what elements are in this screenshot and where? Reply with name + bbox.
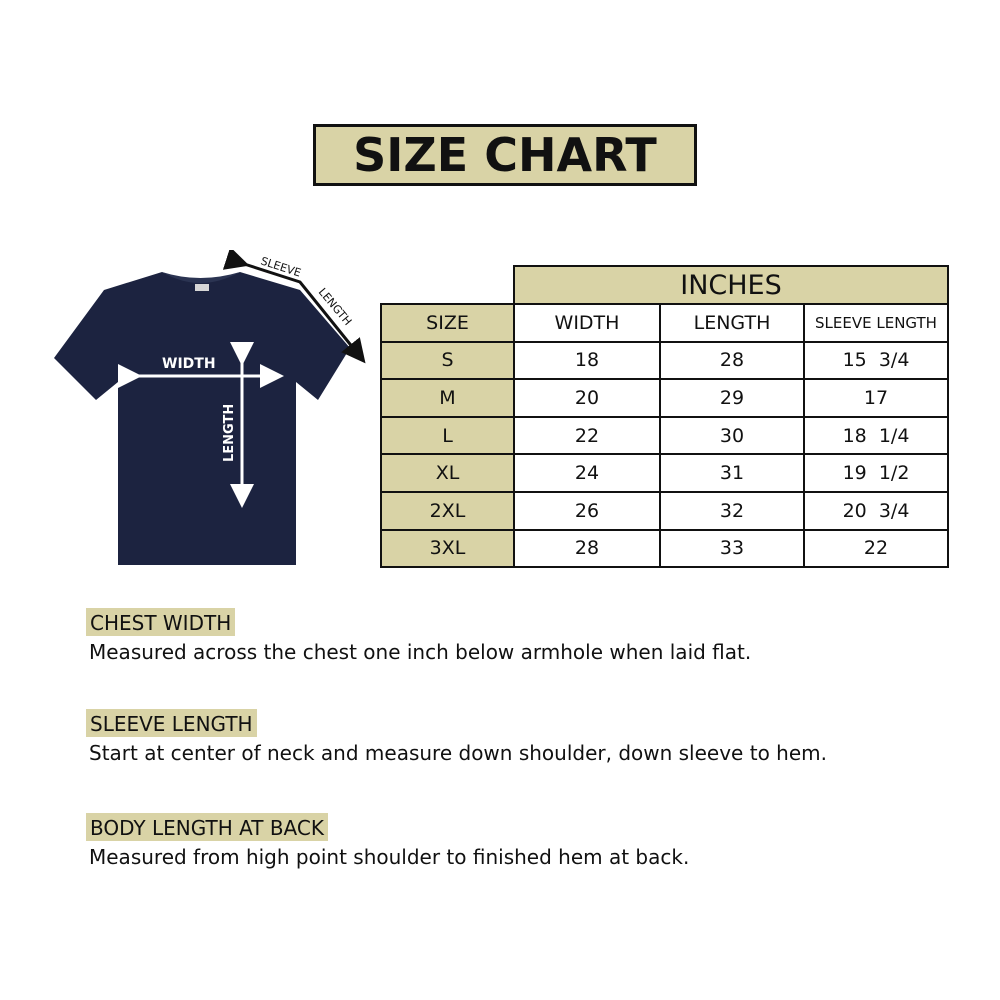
note-chest-width: [86, 608, 751, 664]
col-header-sleeve-length: SLEEVE LENGTH: [804, 304, 948, 342]
width-cell: 22: [514, 417, 660, 455]
note-text: Start at center of neck and measure down shoulder, down sleeve to hem.: [89, 741, 827, 765]
table-corner: [381, 266, 514, 304]
length-cell: 31: [660, 454, 804, 492]
note-heading: CHEST WIDTH: [86, 608, 235, 636]
table-row: [381, 454, 948, 492]
table-row: [381, 492, 948, 530]
size-table: [380, 265, 949, 568]
sleeve-cell: 18 1/4: [804, 417, 948, 455]
col-header-length: LENGTH: [660, 304, 804, 342]
length-cell: 29: [660, 379, 804, 417]
width-cell: 20: [514, 379, 660, 417]
sleeve-cell: 15 3/4: [804, 342, 948, 380]
col-header-size: SIZE: [381, 304, 514, 342]
table-row: [381, 417, 948, 455]
units-header: INCHES: [514, 266, 948, 304]
note-text: Measured across the chest one inch below armhole when laid flat.: [89, 640, 752, 664]
sleeve-cell: 20 3/4: [804, 492, 948, 530]
header-row: [381, 304, 948, 342]
length-cell: 28: [660, 342, 804, 380]
length-cell: 33: [660, 530, 804, 568]
size-cell: XL: [381, 454, 514, 492]
units-row: [381, 266, 948, 304]
sleeve-cell: 22: [804, 530, 948, 568]
sleeve-label-2: LENGTH: [315, 285, 355, 328]
tshirt-illustration: [50, 250, 370, 580]
note-text: Measured from high point shoulder to finished hem at back.: [89, 845, 690, 869]
table-row: [381, 530, 948, 568]
shirt-tag: [195, 284, 209, 291]
size-cell: L: [381, 417, 514, 455]
width-label: WIDTH: [162, 356, 216, 372]
width-cell: 28: [514, 530, 660, 568]
width-cell: 18: [514, 342, 660, 380]
length-label: LENGTH: [222, 403, 237, 462]
note-sleeve-length: [86, 709, 827, 765]
note-heading: BODY LENGTH AT BACK: [86, 813, 328, 841]
length-cell: 32: [660, 492, 804, 530]
width-cell: 26: [514, 492, 660, 530]
sleeve-label-1: SLEEVE: [259, 254, 303, 280]
length-cell: 30: [660, 417, 804, 455]
size-cell: 2XL: [381, 492, 514, 530]
table-row: [381, 379, 948, 417]
note-heading: SLEEVE LENGTH: [86, 709, 257, 737]
note-body-length: [86, 813, 689, 869]
col-header-width: WIDTH: [514, 304, 660, 342]
size-cell: 3XL: [381, 530, 514, 568]
sleeve-cell: 17: [804, 379, 948, 417]
sleeve-cell: 19 1/2: [804, 454, 948, 492]
shirt-body: [54, 272, 350, 565]
size-cell: S: [381, 342, 514, 380]
page-title: SIZE CHART: [313, 124, 697, 186]
width-cell: 24: [514, 454, 660, 492]
table-row: [381, 342, 948, 380]
size-cell: M: [381, 379, 514, 417]
tshirt-diagram: [50, 250, 370, 580]
